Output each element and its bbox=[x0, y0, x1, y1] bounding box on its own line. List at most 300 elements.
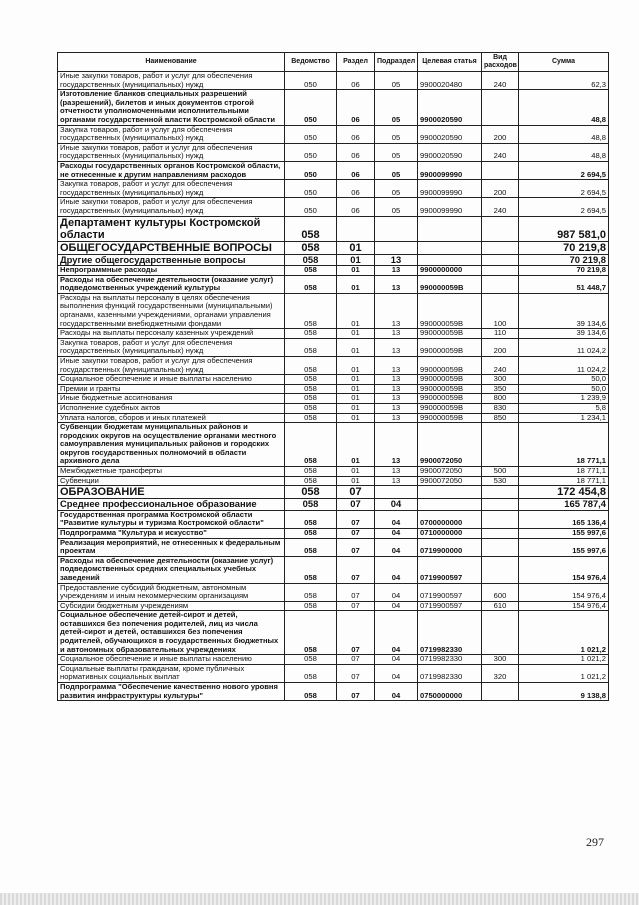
cell-section: 07 bbox=[337, 486, 375, 499]
cell-department: 058 bbox=[285, 664, 337, 682]
cell-department: 058 bbox=[285, 384, 337, 394]
cell-section: 01 bbox=[337, 403, 375, 413]
cell-subsection bbox=[375, 241, 418, 254]
table-row bbox=[58, 72, 609, 90]
cell-name: Расходы на обеспечение деятельности (оказание услуг) подведомственных средних специальных учебных заведений bbox=[58, 556, 285, 583]
cell-target: 990000059В bbox=[418, 375, 482, 385]
cell-target: 9900020590 bbox=[418, 125, 482, 143]
cell-target: 9900099990 bbox=[418, 198, 482, 216]
cell-name: Иные закупки товаров, работ и услуг для обеспечения государственных (муниципальных) нужд bbox=[58, 72, 285, 90]
cell-target: 9900099990 bbox=[418, 180, 482, 198]
cell-section: 01 bbox=[337, 423, 375, 467]
cell-sum: 62,3 bbox=[519, 72, 609, 90]
cell-department: 058 bbox=[285, 556, 337, 583]
table-header-row bbox=[58, 53, 609, 72]
table-row bbox=[58, 423, 609, 467]
cell-sum: 172 454,8 bbox=[519, 486, 609, 499]
cell-department: 058 bbox=[285, 403, 337, 413]
cell-sum: 11 024,2 bbox=[519, 356, 609, 374]
cell-subsection: 13 bbox=[375, 293, 418, 328]
cell-name: Иные закупки товаров, работ и услуг для обеспечения государственных (муниципальных) нужд bbox=[58, 143, 285, 161]
cell-target: 0719900597 bbox=[418, 583, 482, 601]
table-row bbox=[58, 538, 609, 556]
cell-sum: 2 694,5 bbox=[519, 180, 609, 198]
cell-section: 07 bbox=[337, 510, 375, 528]
cell-section: 06 bbox=[337, 72, 375, 90]
cell-section: 07 bbox=[337, 583, 375, 601]
cell-section: 07 bbox=[337, 528, 375, 538]
cell-target: 9900072050 bbox=[418, 423, 482, 467]
header-name: Наименование bbox=[58, 53, 285, 72]
header-section: Раздел bbox=[337, 53, 375, 72]
cell-expense-type: 600 bbox=[482, 583, 519, 601]
cell-sum: 154 976,4 bbox=[519, 601, 609, 611]
cell-subsection: 13 bbox=[375, 266, 418, 276]
cell-expense-type: 200 bbox=[482, 338, 519, 356]
cell-department: 058 bbox=[285, 394, 337, 404]
table-row bbox=[58, 90, 609, 125]
cell-subsection: 13 bbox=[375, 423, 418, 467]
cell-subsection: 05 bbox=[375, 143, 418, 161]
table-body bbox=[58, 72, 609, 701]
cell-department: 058 bbox=[285, 528, 337, 538]
cell-expense-type bbox=[482, 499, 519, 511]
cell-sum: 1 021,2 bbox=[519, 611, 609, 655]
cell-department: 058 bbox=[285, 216, 337, 241]
cell-expense-type bbox=[482, 423, 519, 467]
cell-section: 01 bbox=[337, 384, 375, 394]
cell-expense-type: 350 bbox=[482, 384, 519, 394]
page-number: 297 bbox=[586, 835, 604, 849]
cell-target: 990000059В bbox=[418, 275, 482, 293]
table-row bbox=[58, 198, 609, 216]
cell-name: Социальное обеспечение и иные выплаты населению bbox=[58, 375, 285, 385]
cell-section: 06 bbox=[337, 198, 375, 216]
cell-expense-type: 530 bbox=[482, 476, 519, 486]
cell-expense-type: 500 bbox=[482, 467, 519, 477]
cell-department: 058 bbox=[285, 486, 337, 499]
cell-expense-type: 200 bbox=[482, 180, 519, 198]
cell-name: Межбюджетные трансферты bbox=[58, 467, 285, 477]
cell-sum: 1 239,9 bbox=[519, 394, 609, 404]
cell-department: 058 bbox=[285, 655, 337, 665]
cell-sum: 70 219,8 bbox=[519, 254, 609, 266]
table-row bbox=[58, 338, 609, 356]
cell-sum: 9 138,8 bbox=[519, 683, 609, 701]
table-row bbox=[58, 394, 609, 404]
cell-subsection bbox=[375, 216, 418, 241]
cell-sum: 1 021,2 bbox=[519, 664, 609, 682]
table-row bbox=[58, 556, 609, 583]
cell-target: 9900072050 bbox=[418, 476, 482, 486]
table-row bbox=[58, 528, 609, 538]
cell-section: 01 bbox=[337, 254, 375, 266]
cell-section: 07 bbox=[337, 499, 375, 511]
cell-name: Социальное обеспечение детей-сирот и детей, оставшихся без попечения родителей, лиц из числа детей-сирот и детей, оставшихся без попечения родителей, обучающихся в государственных бюджетных и автономных образовательных учреждениях bbox=[58, 611, 285, 655]
table-row bbox=[58, 664, 609, 682]
cell-name: Субвенции bbox=[58, 476, 285, 486]
cell-subsection: 13 bbox=[375, 467, 418, 477]
cell-department: 058 bbox=[285, 510, 337, 528]
cell-sum: 154 976,4 bbox=[519, 583, 609, 601]
cell-expense-type bbox=[482, 611, 519, 655]
table-row bbox=[58, 329, 609, 339]
cell-section: 06 bbox=[337, 125, 375, 143]
cell-target: 990000059В bbox=[418, 403, 482, 413]
cell-target: 9900020480 bbox=[418, 72, 482, 90]
cell-target: 0710000000 bbox=[418, 528, 482, 538]
cell-name: Расходы на выплаты персоналу в целях обеспечения выполнения функций государственными (муниципальными) органами, казенными учреждениями, органами управления государственными внебюджетными фондами bbox=[58, 293, 285, 328]
cell-target: 0719900597 bbox=[418, 556, 482, 583]
cell-department: 058 bbox=[285, 423, 337, 467]
cell-subsection: 13 bbox=[375, 403, 418, 413]
cell-subsection: 04 bbox=[375, 683, 418, 701]
cell-expense-type: 300 bbox=[482, 375, 519, 385]
table-row bbox=[58, 413, 609, 423]
table-row bbox=[58, 486, 609, 499]
cell-subsection: 13 bbox=[375, 329, 418, 339]
cell-department: 058 bbox=[285, 583, 337, 601]
cell-name: Закупка товаров, работ и услуг для обеспечения государственных (муниципальных) нужд bbox=[58, 180, 285, 198]
cell-sum: 39 134,6 bbox=[519, 293, 609, 328]
cell-subsection: 04 bbox=[375, 556, 418, 583]
table-row bbox=[58, 655, 609, 665]
cell-subsection: 04 bbox=[375, 499, 418, 511]
cell-section: 01 bbox=[337, 356, 375, 374]
cell-subsection: 05 bbox=[375, 161, 418, 179]
cell-department: 058 bbox=[285, 329, 337, 339]
cell-target: 9900099990 bbox=[418, 161, 482, 179]
cell-subsection: 05 bbox=[375, 125, 418, 143]
cell-expense-type: 800 bbox=[482, 394, 519, 404]
cell-section: 07 bbox=[337, 611, 375, 655]
cell-section: 06 bbox=[337, 180, 375, 198]
table-row bbox=[58, 611, 609, 655]
cell-section: 01 bbox=[337, 275, 375, 293]
cell-department: 058 bbox=[285, 499, 337, 511]
table-row bbox=[58, 125, 609, 143]
cell-subsection: 13 bbox=[375, 356, 418, 374]
cell-name: Реализация мероприятий, не отнесенных к федеральным проектам bbox=[58, 538, 285, 556]
cell-subsection: 04 bbox=[375, 528, 418, 538]
cell-name: Социальное обеспечение и иные выплаты населению bbox=[58, 655, 285, 665]
cell-target: 0719900597 bbox=[418, 601, 482, 611]
table-row bbox=[58, 275, 609, 293]
cell-target: 9900020590 bbox=[418, 90, 482, 125]
cell-sum: 70 219,8 bbox=[519, 266, 609, 276]
cell-department: 058 bbox=[285, 266, 337, 276]
cell-name: Другие общегосударственные вопросы bbox=[58, 254, 285, 266]
cell-name: Субвенции бюджетам муниципальных районов и городских округов на осуществление органами местного самоуправления муниципальных районов и городских округов государственных полномочий в области архивного дела bbox=[58, 423, 285, 467]
table-row bbox=[58, 375, 609, 385]
cell-target: 0719982330 bbox=[418, 664, 482, 682]
cell-section: 06 bbox=[337, 143, 375, 161]
cell-target: 990000059В bbox=[418, 356, 482, 374]
cell-name: Закупка товаров, работ и услуг для обеспечения государственных (муниципальных) нужд bbox=[58, 125, 285, 143]
cell-target: 990000059В bbox=[418, 394, 482, 404]
cell-department: 058 bbox=[285, 467, 337, 477]
cell-name: Среднее профессиональное образование bbox=[58, 499, 285, 511]
cell-department: 050 bbox=[285, 90, 337, 125]
table-row bbox=[58, 241, 609, 254]
cell-target: 990000059В bbox=[418, 293, 482, 328]
cell-department: 058 bbox=[285, 683, 337, 701]
cell-department: 058 bbox=[285, 293, 337, 328]
cell-expense-type bbox=[482, 538, 519, 556]
cell-department: 058 bbox=[285, 338, 337, 356]
table-row bbox=[58, 143, 609, 161]
cell-subsection: 13 bbox=[375, 413, 418, 423]
cell-department: 050 bbox=[285, 143, 337, 161]
cell-expense-type: 320 bbox=[482, 664, 519, 682]
cell-sum: 1 021,2 bbox=[519, 655, 609, 665]
cell-name: Предоставление субсидий бюджетным, автономным учреждениям и иным некоммерческим организациям bbox=[58, 583, 285, 601]
cell-department: 058 bbox=[285, 254, 337, 266]
cell-section: 01 bbox=[337, 476, 375, 486]
scan-edge bbox=[0, 893, 639, 905]
cell-subsection: 13 bbox=[375, 275, 418, 293]
cell-expense-type: 240 bbox=[482, 72, 519, 90]
cell-target bbox=[418, 216, 482, 241]
cell-target: 990000059В bbox=[418, 338, 482, 356]
cell-expense-type: 110 bbox=[482, 329, 519, 339]
cell-section: 06 bbox=[337, 161, 375, 179]
cell-target: 9900072050 bbox=[418, 467, 482, 477]
cell-name: Расходы на выплаты персоналу казенных учреждений bbox=[58, 329, 285, 339]
table-row bbox=[58, 601, 609, 611]
cell-department: 050 bbox=[285, 125, 337, 143]
cell-section: 01 bbox=[337, 266, 375, 276]
cell-expense-type bbox=[482, 486, 519, 499]
table-row bbox=[58, 683, 609, 701]
cell-name: Иные бюджетные ассигнования bbox=[58, 394, 285, 404]
cell-sum: 155 997,6 bbox=[519, 538, 609, 556]
cell-section: 01 bbox=[337, 375, 375, 385]
cell-sum: 18 771,1 bbox=[519, 467, 609, 477]
cell-expense-type bbox=[482, 90, 519, 125]
cell-section: 06 bbox=[337, 90, 375, 125]
cell-sum: 70 219,8 bbox=[519, 241, 609, 254]
cell-sum: 165 136,4 bbox=[519, 510, 609, 528]
cell-subsection: 04 bbox=[375, 510, 418, 528]
table-row bbox=[58, 467, 609, 477]
cell-target: 0719900000 bbox=[418, 538, 482, 556]
cell-name: Расходы государственных органов Костромской области, не отнесенные к другим направлениям расходов bbox=[58, 161, 285, 179]
cell-subsection: 13 bbox=[375, 375, 418, 385]
cell-section: 07 bbox=[337, 556, 375, 583]
budget-table bbox=[57, 52, 609, 701]
cell-sum: 48,8 bbox=[519, 90, 609, 125]
cell-department: 058 bbox=[285, 601, 337, 611]
cell-department: 050 bbox=[285, 161, 337, 179]
cell-expense-type: 240 bbox=[482, 198, 519, 216]
cell-subsection: 04 bbox=[375, 655, 418, 665]
cell-department: 050 bbox=[285, 180, 337, 198]
cell-target bbox=[418, 486, 482, 499]
cell-sum: 39 134,6 bbox=[519, 329, 609, 339]
cell-subsection: 13 bbox=[375, 394, 418, 404]
cell-target: 990000059В bbox=[418, 384, 482, 394]
cell-subsection: 05 bbox=[375, 198, 418, 216]
cell-target bbox=[418, 241, 482, 254]
cell-name: Иные закупки товаров, работ и услуг для обеспечения государственных (муниципальных) нужд bbox=[58, 198, 285, 216]
cell-section: 01 bbox=[337, 293, 375, 328]
cell-name: Непрограммные расходы bbox=[58, 266, 285, 276]
cell-section: 01 bbox=[337, 338, 375, 356]
cell-sum: 48,8 bbox=[519, 125, 609, 143]
cell-section: 01 bbox=[337, 467, 375, 477]
cell-sum: 154 976,4 bbox=[519, 556, 609, 583]
header-department: Ведомство bbox=[285, 53, 337, 72]
cell-expense-type bbox=[482, 266, 519, 276]
cell-name: Иные закупки товаров, работ и услуг для обеспечения государственных (муниципальных) нужд bbox=[58, 356, 285, 374]
cell-expense-type: 240 bbox=[482, 143, 519, 161]
table-row bbox=[58, 476, 609, 486]
cell-subsection: 05 bbox=[375, 180, 418, 198]
cell-expense-type bbox=[482, 161, 519, 179]
cell-sum: 987 581,0 bbox=[519, 216, 609, 241]
cell-name: Субсидии бюджетным учреждениям bbox=[58, 601, 285, 611]
cell-target: 990000059В bbox=[418, 329, 482, 339]
cell-subsection: 04 bbox=[375, 601, 418, 611]
cell-section: 01 bbox=[337, 394, 375, 404]
cell-department: 058 bbox=[285, 611, 337, 655]
cell-name: Департамент культуры Костромской области bbox=[58, 216, 285, 241]
cell-subsection: 04 bbox=[375, 611, 418, 655]
cell-section: 07 bbox=[337, 601, 375, 611]
cell-name: Закупка товаров, работ и услуг для обеспечения государственных (муниципальных) нужд bbox=[58, 338, 285, 356]
header-target: Целевая статья bbox=[418, 53, 482, 72]
cell-expense-type bbox=[482, 510, 519, 528]
cell-name: Государственная программа Костромской области "Развитие культуры и туризма Костромской области" bbox=[58, 510, 285, 528]
cell-target: 990000059В bbox=[418, 413, 482, 423]
cell-sum: 18 771,1 bbox=[519, 423, 609, 467]
table-row bbox=[58, 583, 609, 601]
cell-target: 0719982330 bbox=[418, 655, 482, 665]
cell-department: 058 bbox=[285, 356, 337, 374]
cell-expense-type bbox=[482, 216, 519, 241]
table-row bbox=[58, 384, 609, 394]
cell-department: 058 bbox=[285, 538, 337, 556]
cell-expense-type bbox=[482, 254, 519, 266]
cell-expense-type bbox=[482, 683, 519, 701]
cell-expense-type: 200 bbox=[482, 125, 519, 143]
cell-name: ОБЩЕГОСУДАРСТВЕННЫЕ ВОПРОСЫ bbox=[58, 241, 285, 254]
cell-name: Подпрограмма "Обеспечение качественно нового уровня развития инфраструктуры культуры" bbox=[58, 683, 285, 701]
cell-expense-type: 240 bbox=[482, 356, 519, 374]
header-subsection: Подраздел bbox=[375, 53, 418, 72]
cell-sum: 165 787,4 bbox=[519, 499, 609, 511]
cell-target: 0750000000 bbox=[418, 683, 482, 701]
cell-expense-type bbox=[482, 556, 519, 583]
cell-section: 01 bbox=[337, 413, 375, 423]
cell-sum: 50,0 bbox=[519, 375, 609, 385]
cell-name: Исполнение судебных актов bbox=[58, 403, 285, 413]
cell-subsection: 04 bbox=[375, 583, 418, 601]
cell-sum: 5,8 bbox=[519, 403, 609, 413]
cell-section: 07 bbox=[337, 683, 375, 701]
cell-name: Расходы на обеспечение деятельности (оказание услуг) подведомственных учреждений культуры bbox=[58, 275, 285, 293]
cell-department: 058 bbox=[285, 413, 337, 423]
table-row bbox=[58, 161, 609, 179]
cell-sum: 2 694,5 bbox=[519, 161, 609, 179]
cell-sum: 50,0 bbox=[519, 384, 609, 394]
table-row bbox=[58, 403, 609, 413]
cell-expense-type: 300 bbox=[482, 655, 519, 665]
header-sum: Сумма bbox=[519, 53, 609, 72]
table-row bbox=[58, 216, 609, 241]
cell-sum: 11 024,2 bbox=[519, 338, 609, 356]
table-row bbox=[58, 254, 609, 266]
cell-expense-type: 100 bbox=[482, 293, 519, 328]
cell-section bbox=[337, 216, 375, 241]
table-row bbox=[58, 266, 609, 276]
cell-department: 058 bbox=[285, 241, 337, 254]
cell-subsection: 04 bbox=[375, 538, 418, 556]
cell-section: 07 bbox=[337, 538, 375, 556]
cell-expense-type: 610 bbox=[482, 601, 519, 611]
cell-sum: 2 694,5 bbox=[519, 198, 609, 216]
table-row bbox=[58, 293, 609, 328]
cell-subsection: 13 bbox=[375, 384, 418, 394]
cell-department: 058 bbox=[285, 275, 337, 293]
table-row bbox=[58, 180, 609, 198]
header-expense-type: Вид расходов bbox=[482, 53, 519, 72]
cell-section: 07 bbox=[337, 664, 375, 682]
cell-target: 0719982330 bbox=[418, 611, 482, 655]
cell-section: 01 bbox=[337, 329, 375, 339]
cell-subsection: 13 bbox=[375, 476, 418, 486]
cell-subsection: 04 bbox=[375, 664, 418, 682]
cell-target: 0700000000 bbox=[418, 510, 482, 528]
cell-name: Премии и гранты bbox=[58, 384, 285, 394]
cell-subsection: 13 bbox=[375, 254, 418, 266]
cell-department: 058 bbox=[285, 375, 337, 385]
cell-name: Изготовление бланков специальных разрешений (разрешений), билетов и иных документов строгой отчетности уполномоченными исполнительными органами государственной власти Костромской области bbox=[58, 90, 285, 125]
cell-expense-type bbox=[482, 275, 519, 293]
cell-sum: 48,8 bbox=[519, 143, 609, 161]
cell-target: 9900000000 bbox=[418, 266, 482, 276]
cell-target bbox=[418, 254, 482, 266]
cell-sum: 18 771,1 bbox=[519, 476, 609, 486]
cell-expense-type: 850 bbox=[482, 413, 519, 423]
cell-section: 01 bbox=[337, 241, 375, 254]
cell-sum: 155 997,6 bbox=[519, 528, 609, 538]
cell-name: Социальные выплаты гражданам, кроме публичных нормативных социальных выплат bbox=[58, 664, 285, 682]
cell-target bbox=[418, 499, 482, 511]
cell-department: 050 bbox=[285, 198, 337, 216]
cell-expense-type bbox=[482, 241, 519, 254]
cell-name: Подпрограмма "Культура и искусство" bbox=[58, 528, 285, 538]
cell-sum: 51 448,7 bbox=[519, 275, 609, 293]
cell-target: 9900020590 bbox=[418, 143, 482, 161]
cell-name: ОБРАЗОВАНИЕ bbox=[58, 486, 285, 499]
table-row bbox=[58, 510, 609, 528]
cell-department: 058 bbox=[285, 476, 337, 486]
cell-subsection: 05 bbox=[375, 72, 418, 90]
cell-name: Уплата налогов, сборов и иных платежей bbox=[58, 413, 285, 423]
cell-subsection: 05 bbox=[375, 90, 418, 125]
cell-sum: 1 234,1 bbox=[519, 413, 609, 423]
table-row bbox=[58, 356, 609, 374]
cell-expense-type bbox=[482, 528, 519, 538]
cell-expense-type: 830 bbox=[482, 403, 519, 413]
cell-subsection bbox=[375, 486, 418, 499]
cell-department: 050 bbox=[285, 72, 337, 90]
cell-section: 07 bbox=[337, 655, 375, 665]
cell-subsection: 13 bbox=[375, 338, 418, 356]
table-row bbox=[58, 499, 609, 511]
